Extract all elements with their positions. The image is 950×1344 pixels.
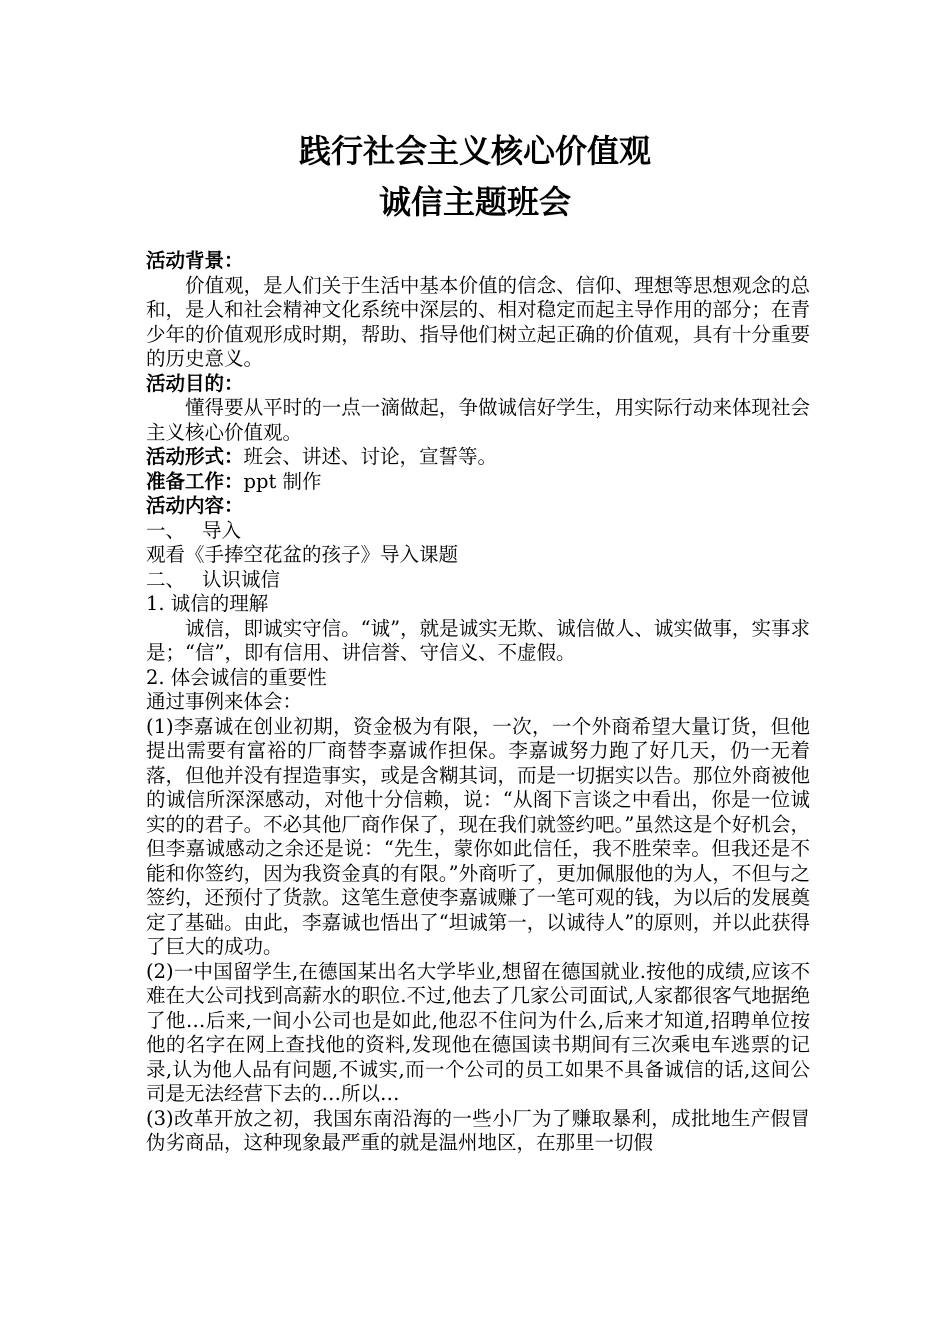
form-label: 活动形式： [146, 445, 244, 468]
prep-value: ppt 制作 [243, 469, 322, 493]
part2-label: 认识诚信 [202, 567, 281, 591]
form-line [146, 445, 810, 470]
document-title: 践行社会主义核心价值观 [298, 132, 651, 170]
background-heading: 活动背景： [146, 249, 244, 272]
background-paragraph: 价值观，是人们关于生活中基本价值的信念、信仰、理想等思想观念的总和，是人和社会精神文化系统中深层的、相对稳定而起主导作用的部分；在青少年的价值观形成时期，帮助、指导他们树立起正确的价值观，具有十分重要的历史意义。 [146, 273, 810, 370]
sub2-heading: 2. 体会诚信的重要性 [146, 665, 327, 689]
document-body [146, 249, 810, 1156]
purpose-heading: 活动目的： [146, 371, 244, 395]
purpose-paragraph: 懂得要从平时的一点一滴做起，争做诚信好学生，用实际行动来体现社会主义核心价值观。 [146, 396, 810, 444]
form-value: 班会、讲述、讨论，宣誓等。 [243, 445, 498, 468]
sub1-paragraph: 诚信，即诚实守信。“诚”，就是诚实无欺、诚信做人、诚实做事，实事求是；“信”，即有信用、讲信誉、守信义、不虚假。 [146, 616, 810, 664]
sub1-heading: 1. 诚信的理解 [146, 592, 269, 615]
part2-heading [146, 568, 810, 593]
prep-line [146, 470, 810, 495]
part1-heading [146, 519, 810, 544]
content-heading: 活动内容： [146, 494, 244, 517]
part1-number: 一、 [146, 518, 186, 542]
part2-number: 二、 [146, 567, 186, 591]
example-3-paragraph: (3)改革开放之初，我国东南沿海的一些小厂为了赚取暴利，成批地生产假冒伪劣商品，这种现象最严重的就是温州地区，在那里一切假 [146, 1106, 810, 1154]
part1-label: 导入 [202, 518, 242, 542]
sub2-intro: 通过事例来体会： [146, 690, 303, 713]
part1-paragraph: 观看《手捧空花盆的孩子》导入课题 [146, 543, 459, 566]
example-2-paragraph: (2)一中国留学生,在德国某出名大学毕业,想留在德国就业.按他的成绩,应该不难在大公司找到高薪水的职位.不过,他去了几家公司面试,人家都很客气地据绝了他…后来,一间小公司也是如此,他忍不住问为什么,后来才知道,招聘单位按他的名字在网上查找他的资料,发现他在德国读书期间有三次乘电车逃票的记录,认为他人品有问题,不诚实,而一个公司的员工如果不具备诚信的话,这间公司是无法经营下去的…所以… [146, 959, 810, 1105]
example-1-paragraph: (1)李嘉诚在创业初期，资金极为有限，一次，一个外商希望大量订货，但他提出需要有富裕的厂商替李嘉诚作担保。李嘉诚努力跑了好几天，仍一无着落，但他并没有捏造事实，或是含糊其词，而是一切据实以告。那位外商被他的诚信所深深感动，对他十分信赖，说：“从阁下言谈之中看出，你是一位诚实的的君子。不必其他厂商作保了，现在我们就签约吧。”虽然这是个好机会，但李嘉诚感动之余还是说：“先生，蒙你如此信任，我不胜荣幸。但我还是不能和你签约，因为我资金真的有限。”外商听了，更加佩服他的为人，不但与之签约，还预付了货款。这笔生意使李嘉诚赚了一笔可观的钱，为以后的发展奠定了基础。由此，李嘉诚也悟出了“坦诚第一，以诚待人”的原则，并以此获得了巨大的成功。 [146, 714, 810, 958]
document-subtitle: 诚信主题班会 [378, 183, 571, 221]
prep-label: 准备工作： [146, 469, 244, 493]
